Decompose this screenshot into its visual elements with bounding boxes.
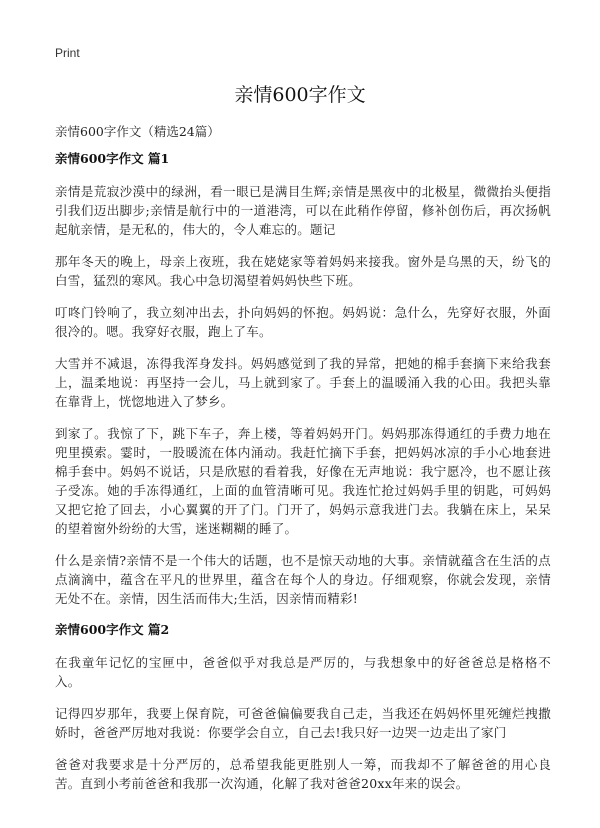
paragraph: 爸爸对我要求是十分严厉的，总希望我能更胜别人一筹，而我却不了解爸爸的用心良苦。直到小考前爸爸和我那一次沟通，化解了我对爸爸20xx年来的误会。 [55, 757, 551, 791]
essay-section-1 [55, 150, 551, 608]
essay-section-2 [55, 621, 551, 793]
section-heading: 亲情600字作文 篇2 [55, 622, 170, 637]
document-body [55, 150, 551, 806]
paragraph: 什么是亲情?亲情不是一个伟大的话题，也不是惊天动地的大事。亲情就蕴含在生活的点点滴滴中，蕴含在平凡的世界里，蕴含在每个人的身边。仔细观察，你就会发现，亲情无处不在。亲情，因生活而伟大;生活，因亲情而精彩! [55, 553, 551, 606]
paragraph: 在我童年记忆的宝匣中，爸爸似乎对我总是严厉的，与我想象中的好爸爸总是格格不入。 [55, 655, 551, 689]
document-subtitle: 亲情600字作文（精选24篇） [55, 124, 220, 139]
section-heading: 亲情600字作文 篇1 [55, 151, 170, 166]
paragraph: 到家了。我惊了下，跳下车子，奔上楼，等着妈妈开门。妈妈那冻得通红的手费力地在兜里摸索。霎时，一股暖流在体内涌动。我赶忙摘下手套，把妈妈冰凉的手小心地套进棉手套中。妈妈不说话，只是欣慰的看着我，好像在无声地说：我宁愿冷，也不愿让孩子受冻。她的手冻得通红，上面的血管清晰可见。我连忙抢过妈妈手里的钥匙，可妈妈又把它抢了回去，小心翼翼的开了门。门开了，妈妈示意我进门去。我躺在床上，呆呆的望着窗外纷纷的大雪，迷迷糊糊的睡了。 [55, 426, 551, 536]
print-label: Print [55, 46, 80, 60]
document-title: 亲情600字作文 [234, 84, 366, 106]
paragraph: 那年冬天的晚上，母亲上夜班，我在姥姥家等着妈妈来接我。窗外是乌黑的天，纷飞的白雪，猛烈的寒风。我心中急切渴望着妈妈快些下班。 [55, 254, 551, 288]
paragraph: 大雪并不减退，冻得我浑身发抖。妈妈感觉到了我的异常，把她的棉手套摘下来给我套上，温柔地说：再坚持一会儿，马上就到家了。手套上的温暖涌入我的心田。我把头靠在靠背上，恍惚地进入了梦乡。 [55, 356, 551, 409]
paragraph: 叮咚门铃响了，我立刻冲出去，扑向妈妈的怀抱。妈妈说：急什么，先穿好衣服，外面很冷的。嗯。我穿好衣服，跑上了车。 [55, 305, 551, 339]
paragraph: 记得四岁那年，我要上保育院，可爸爸偏偏要我自己走，当我还在妈妈怀里死缠烂拽撒娇时，爸爸严厉地对我说：你要学会自立，自己去!我只好一边哭一边走出了家门 [55, 706, 551, 740]
paragraph: 亲情是荒寂沙漠中的绿洲，看一眼已是满目生辉;亲情是黑夜中的北极星，微微抬头便指引我们迈出脚步;亲情是航行中的一道港湾，可以在此稍作停留，修补创伤后，再次扬帆起航亲情，是无私的，伟大的，令人难忘的。题记 [55, 184, 551, 237]
